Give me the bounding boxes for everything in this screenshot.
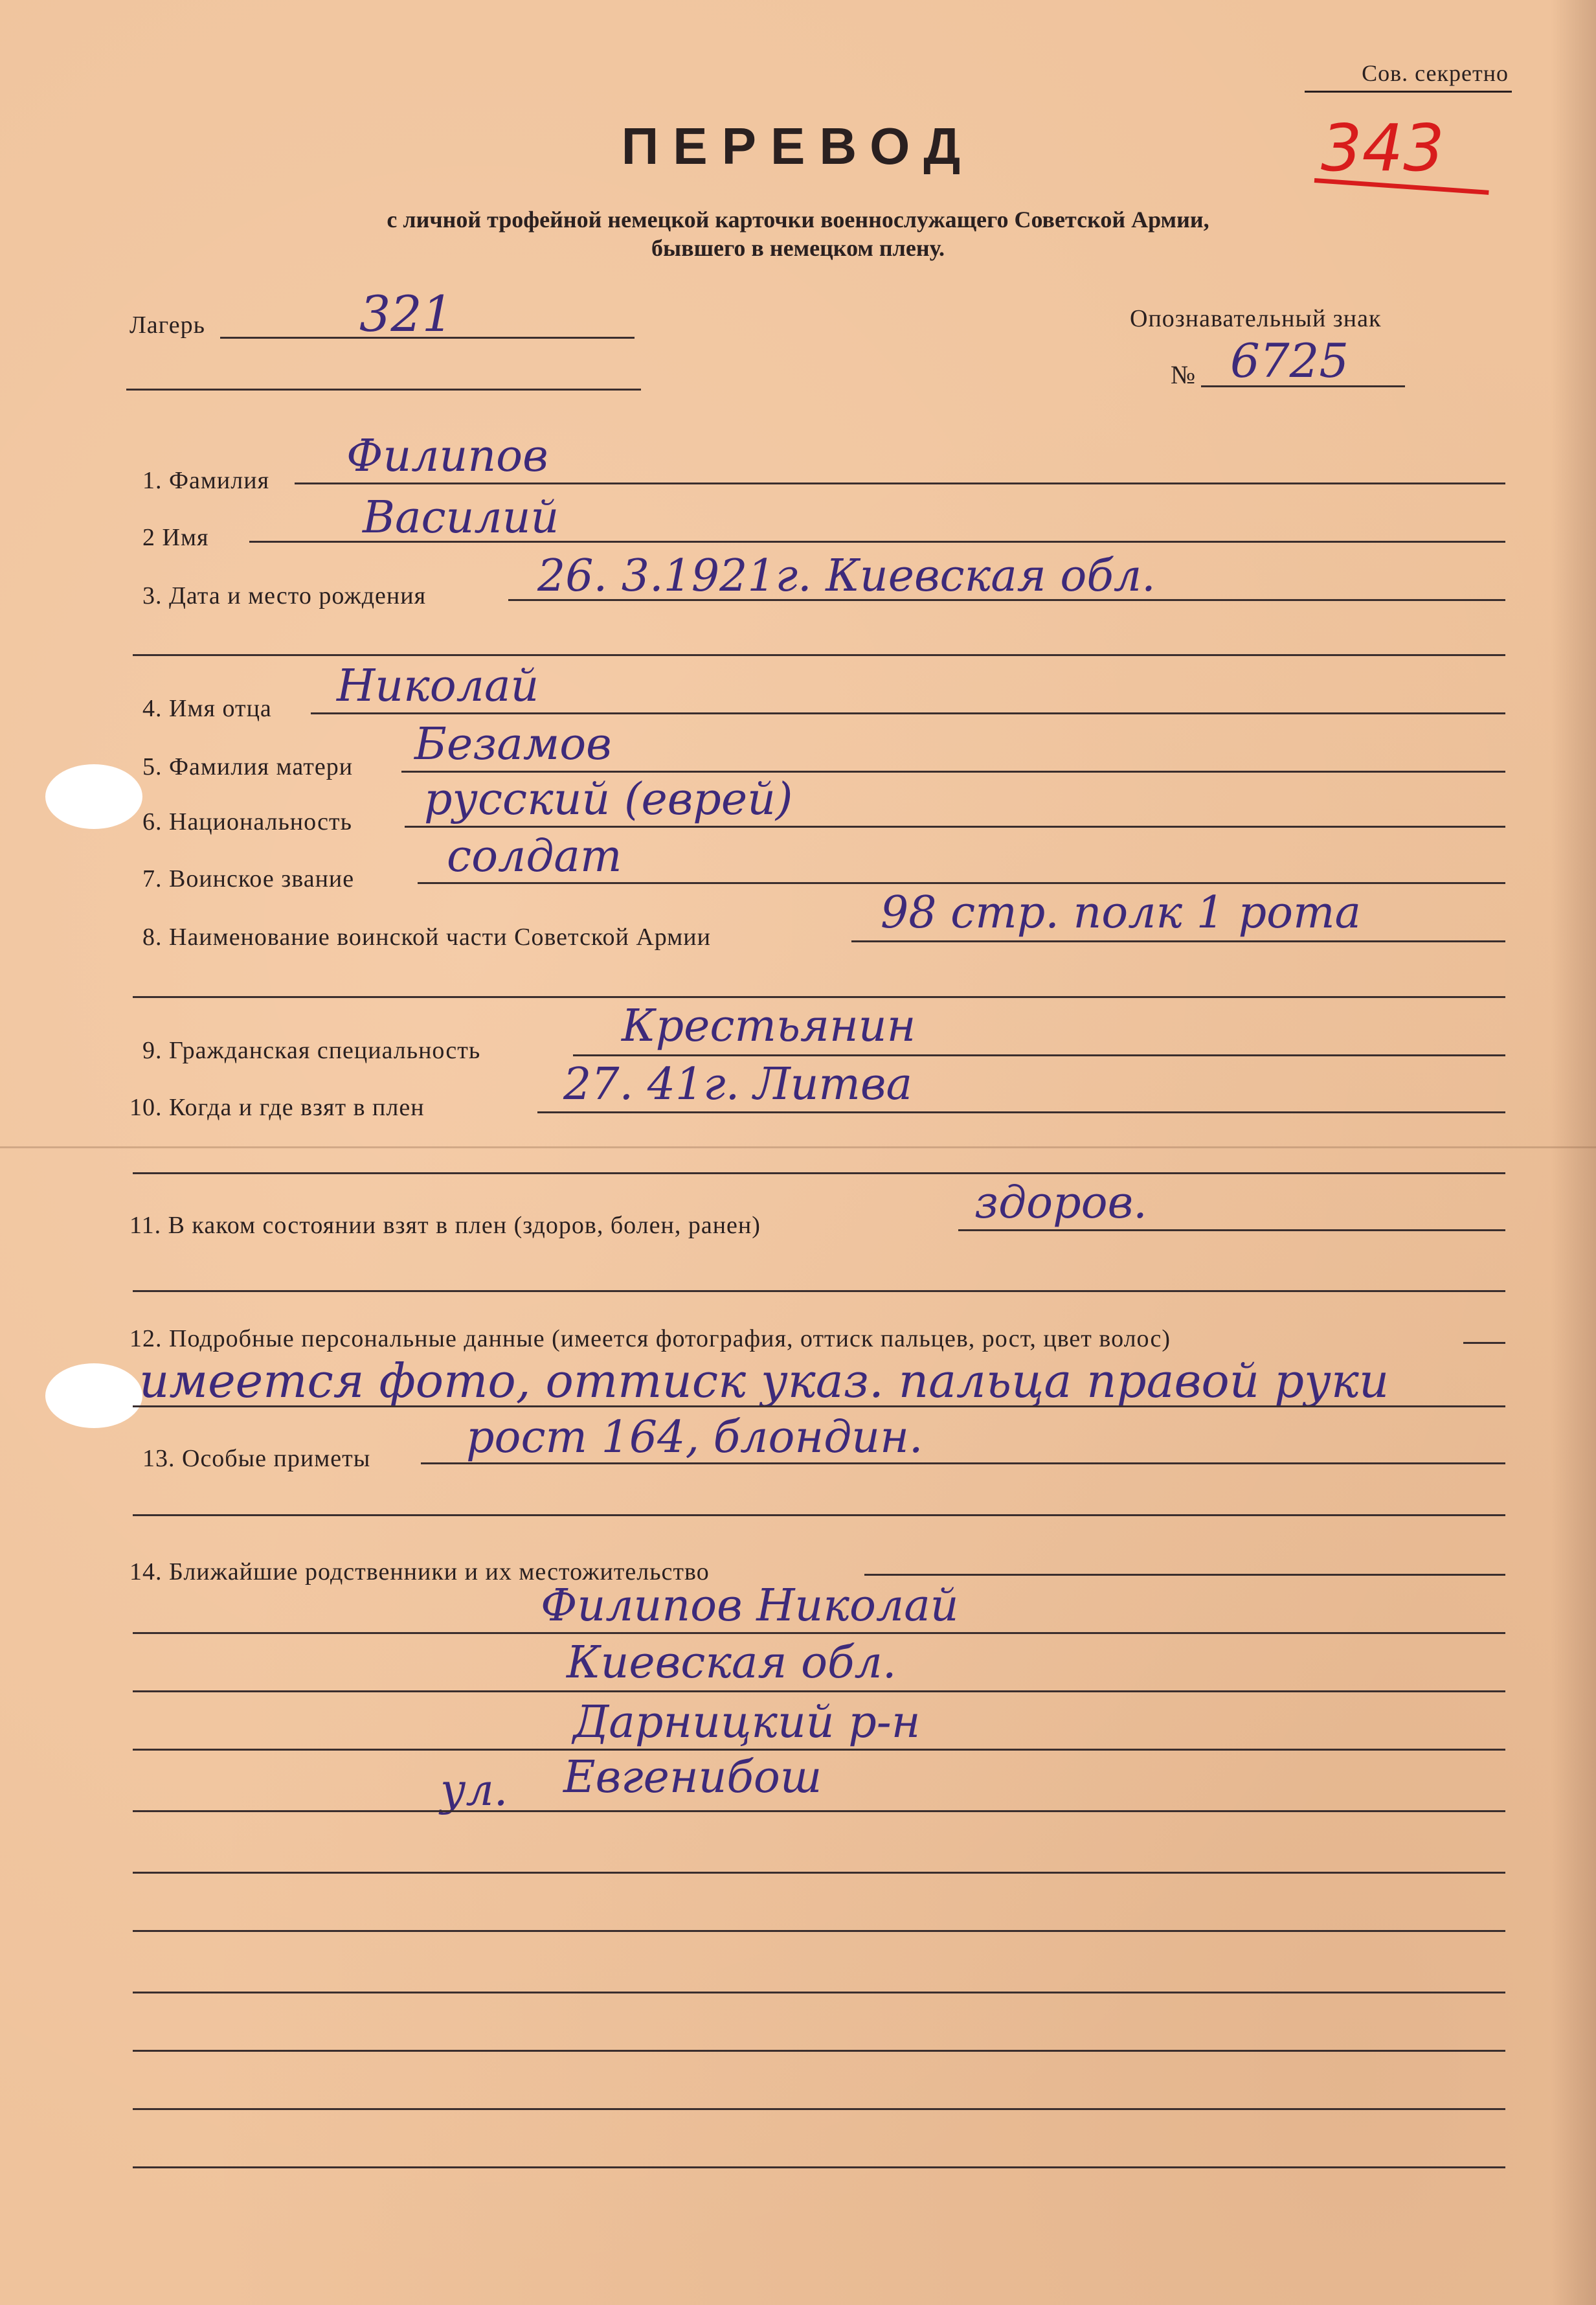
field-11-line <box>958 1229 1505 1231</box>
field-9-line <box>573 1054 1505 1056</box>
field-10-line <box>537 1111 1505 1113</box>
field-11-line-2 <box>133 1290 1505 1292</box>
field-13-value: рост 164, блондин. <box>466 1412 923 1463</box>
paper-fold <box>0 1146 1596 1148</box>
field-7-value: солдат <box>447 831 622 882</box>
field-14-line-10 <box>133 2108 1505 2110</box>
field-5-value: Безамов <box>414 719 612 770</box>
classification-stamp: Сов. секретно <box>1362 60 1509 86</box>
archive-number: 343 <box>1321 110 1444 186</box>
field-6-line <box>405 826 1505 828</box>
field-10-line-2 <box>133 1172 1505 1174</box>
tag-line <box>1201 385 1405 387</box>
field-14-line-5 <box>133 1810 1505 1812</box>
field-13-line-2 <box>133 1514 1505 1516</box>
field-3-value: 26. 3.1921г. Киевская обл. <box>537 551 1156 602</box>
field-14-line-3 <box>133 1690 1505 1692</box>
field-11-value: здоров. <box>974 1177 1147 1229</box>
camp-value: 321 <box>359 285 454 343</box>
page-title: ПЕРЕВОД <box>621 117 975 175</box>
field-10-label: 10. Когда и где взят в плен <box>129 1094 425 1121</box>
field-14-line-6 <box>133 1872 1505 1874</box>
field-2-label: 2 Имя <box>142 524 209 551</box>
field-14-line-8 <box>133 1992 1505 1993</box>
field-13-label: 13. Особые приметы <box>142 1445 371 1472</box>
field-5-label: 5. Фамилия матери <box>142 753 354 780</box>
subtitle-line-1: с личной трофейной немецкой карточки военнослужащего Советской Армии, <box>387 207 1209 233</box>
field-3-line-2 <box>133 654 1505 656</box>
field-7-line <box>418 882 1505 884</box>
field-3-label: 3. Дата и место рождения <box>142 582 427 609</box>
field-6-label: 6. Национальность <box>142 808 352 835</box>
field-8-line-2 <box>133 996 1505 998</box>
field-8-value: 98 стр. полк 1 рота <box>881 887 1362 938</box>
field-8-label: 8. Наименование воинской части Советской Армии <box>142 924 711 951</box>
field-12-line <box>1463 1342 1505 1344</box>
field-12-line-2 <box>133 1405 1505 1407</box>
field-14-value-line-4-prefix: ул. <box>440 1765 508 1816</box>
field-1-line <box>295 483 1505 484</box>
field-14-line-4 <box>133 1749 1505 1751</box>
field-3-line <box>508 599 1505 601</box>
camp-label: Лагерь <box>129 312 205 339</box>
field-14-value-line-4: Евгенибош <box>563 1752 822 1803</box>
field-4-line <box>311 712 1505 714</box>
field-4-value: Николай <box>337 661 539 712</box>
field-14-line-7 <box>133 1930 1505 1932</box>
camp-line-2 <box>126 389 641 391</box>
tag-value: 6725 <box>1230 334 1349 388</box>
field-14-value-line-1: Филипов Николай <box>541 1580 959 1631</box>
tag-label: Опознавательный знак <box>1130 305 1382 332</box>
punch-hole-top <box>45 764 142 829</box>
field-14-line <box>864 1574 1505 1576</box>
field-14-value-line-3: Дарницкий р-н <box>573 1697 921 1748</box>
camp-line <box>220 337 635 339</box>
field-1-label: 1. Фамилия <box>142 467 270 494</box>
classification-underline <box>1305 91 1512 93</box>
paper-edge-shadow <box>1551 0 1596 2305</box>
field-2-value: Василий <box>363 492 559 543</box>
field-8-line <box>851 940 1505 942</box>
field-9-value: Крестьянин <box>622 1001 916 1052</box>
field-14-line-2 <box>133 1632 1505 1634</box>
field-12-value: имеется фото, оттиск указ. пальца правой руки <box>139 1354 1389 1408</box>
field-7-label: 7. Воинское звание <box>142 865 355 892</box>
field-4-label: 4. Имя отца <box>142 695 272 722</box>
field-2-line <box>249 541 1505 543</box>
field-11-label: 11. В каком состоянии взят в плен (здоров, болен, ранен) <box>129 1212 761 1239</box>
field-1-value: Филипов <box>346 431 548 482</box>
field-6-value: русский (еврей) <box>424 774 793 825</box>
field-5-line <box>401 771 1505 773</box>
field-14-line-11 <box>133 2166 1505 2168</box>
tag-number-label: № <box>1171 360 1197 389</box>
field-14-line-9 <box>133 2050 1505 2052</box>
field-9-label: 9. Гражданская специальность <box>142 1037 481 1064</box>
subtitle-line-2: бывшего в немецком плену. <box>651 235 945 261</box>
field-13-line <box>421 1462 1505 1464</box>
field-10-value: 27. 41г. Литва <box>563 1059 913 1110</box>
field-12-label: 12. Подробные персональные данные (имеется фотография, оттиск пальцев, рост, цвет волос) <box>129 1325 1171 1352</box>
punch-hole-bottom <box>45 1363 142 1428</box>
field-14-value-line-2: Киевская обл. <box>567 1637 897 1688</box>
field-14-label: 14. Ближайшие родственники и их местожительство <box>129 1558 710 1585</box>
